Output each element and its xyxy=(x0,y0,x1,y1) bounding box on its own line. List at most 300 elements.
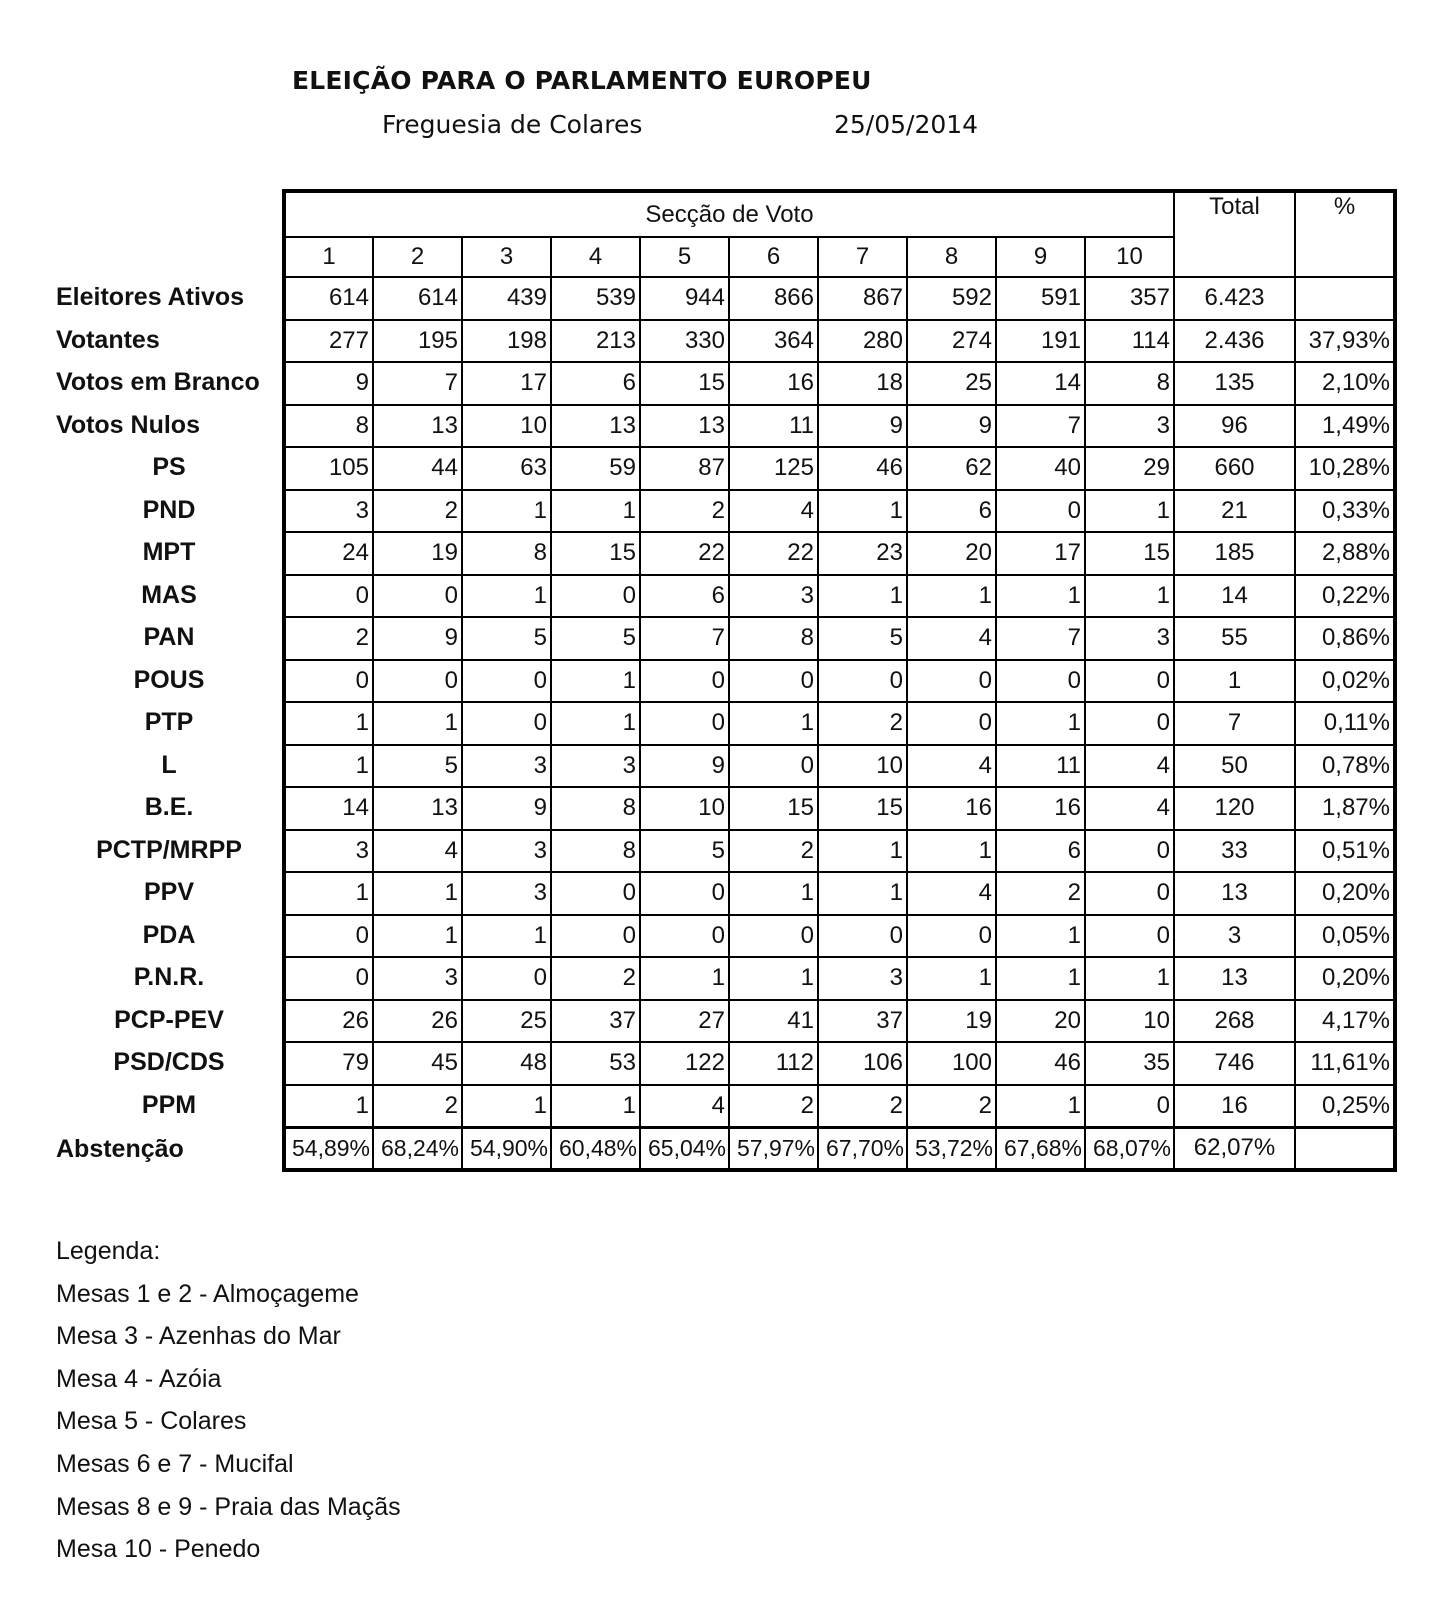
table-cell: 10 xyxy=(462,405,551,448)
row-label: PPM xyxy=(141,1090,197,1119)
table-cell: 105 xyxy=(284,447,373,490)
table-cell: 37 xyxy=(818,1000,907,1043)
table-cell: 2 xyxy=(373,1085,462,1128)
table-cell: 27 xyxy=(640,1000,729,1043)
table-cell: 63 xyxy=(462,447,551,490)
row-label: MAS xyxy=(141,580,197,609)
column-header-9: 9 xyxy=(996,237,1085,277)
table-cell: 195 xyxy=(373,320,462,363)
row-total: 120 xyxy=(1174,787,1295,830)
parish-name: Freguesia de Colares xyxy=(382,110,643,139)
table-cell: 35 xyxy=(1085,1042,1174,1085)
table-row xyxy=(284,787,1395,830)
table-cell: 13 xyxy=(373,405,462,448)
table-cell: 2 xyxy=(729,830,818,873)
table-cell: 0 xyxy=(1085,872,1174,915)
legend-item: Mesa 3 - Azenhas do Mar xyxy=(56,1322,341,1351)
table-cell: 15 xyxy=(1085,532,1174,575)
table-cell: 1 xyxy=(818,575,907,618)
abstention-label: Abstenção xyxy=(56,1135,184,1163)
table-row xyxy=(284,830,1395,873)
abstention-cell: 67,68% xyxy=(996,1127,1085,1170)
table-cell: 5 xyxy=(462,617,551,660)
row-label: PS xyxy=(152,453,186,481)
row-label: PAN xyxy=(143,623,195,651)
column-header-10: 10 xyxy=(1085,237,1174,277)
table-cell: 2 xyxy=(729,1085,818,1128)
table-cell: 1 xyxy=(462,490,551,533)
table-cell: 13 xyxy=(551,405,640,448)
row-percent: 0,11% xyxy=(1295,702,1395,745)
table-cell: 40 xyxy=(996,447,1085,490)
table-cell: 3 xyxy=(284,830,373,873)
row-total: 746 xyxy=(1174,1042,1295,1085)
table-cell: 213 xyxy=(551,320,640,363)
row-percent: 11,61% xyxy=(1295,1042,1395,1085)
table-cell: 1 xyxy=(729,702,818,745)
table-cell: 1 xyxy=(551,660,640,703)
table-cell: 866 xyxy=(729,277,818,320)
row-label: Votos em Branco xyxy=(56,368,260,396)
table-cell: 592 xyxy=(907,277,996,320)
table-cell: 8 xyxy=(551,830,640,873)
table-cell: 0 xyxy=(640,702,729,745)
table-cell: 7 xyxy=(640,617,729,660)
table-cell: 41 xyxy=(729,1000,818,1043)
table-cell: 9 xyxy=(373,617,462,660)
row-total: 3 xyxy=(1174,915,1295,958)
table-cell: 0 xyxy=(462,702,551,745)
table-cell: 0 xyxy=(996,490,1085,533)
row-total: 13 xyxy=(1174,872,1295,915)
table-cell: 2 xyxy=(818,1085,907,1128)
table-cell: 4 xyxy=(1085,745,1174,788)
table-cell: 122 xyxy=(640,1042,729,1085)
row-total: 33 xyxy=(1174,830,1295,873)
column-header-1: 1 xyxy=(284,237,373,277)
table-cell: 1 xyxy=(373,872,462,915)
table-cell: 7 xyxy=(996,617,1085,660)
table-row xyxy=(284,872,1395,915)
row-total: 13 xyxy=(1174,957,1295,1000)
table-cell: 7 xyxy=(373,362,462,405)
table-cell: 8 xyxy=(551,787,640,830)
table-cell: 2 xyxy=(551,957,640,1000)
table-cell: 0 xyxy=(373,575,462,618)
legend-item: Mesa 10 - Penedo xyxy=(56,1535,261,1564)
column-header-6: 6 xyxy=(729,237,818,277)
table-cell: 9 xyxy=(284,362,373,405)
table-cell: 1 xyxy=(907,957,996,1000)
table-cell: 0 xyxy=(729,745,818,788)
row-label: Votantes xyxy=(56,325,160,354)
table-cell: 45 xyxy=(373,1042,462,1085)
table-cell: 19 xyxy=(907,1000,996,1043)
row-percent: 0,33% xyxy=(1295,490,1395,533)
table-cell: 1 xyxy=(284,1085,373,1128)
table-cell: 125 xyxy=(729,447,818,490)
table-cell: 1 xyxy=(373,702,462,745)
row-percent: 37,93% xyxy=(1295,320,1395,363)
table-cell: 8 xyxy=(1085,362,1174,405)
row-percent: 1,87% xyxy=(1295,787,1395,830)
abstention-cell: 54,90% xyxy=(462,1127,551,1170)
row-percent: 0,20% xyxy=(1295,872,1395,915)
row-total: 7 xyxy=(1174,702,1295,745)
table-cell: 7 xyxy=(996,405,1085,448)
table-cell: 1 xyxy=(907,830,996,873)
table-cell: 22 xyxy=(729,532,818,575)
table-cell: 15 xyxy=(551,532,640,575)
table-cell: 5 xyxy=(373,745,462,788)
column-header-4: 4 xyxy=(551,237,640,277)
table-cell: 3 xyxy=(818,957,907,1000)
row-percent: 4,17% xyxy=(1295,1000,1395,1043)
abstention-row xyxy=(284,1127,1395,1170)
table-row xyxy=(284,745,1395,788)
table-cell: 2 xyxy=(640,490,729,533)
table-cell: 3 xyxy=(462,745,551,788)
table-cell: 1 xyxy=(996,575,1085,618)
percent-header: % xyxy=(1295,191,1395,277)
row-total: 185 xyxy=(1174,532,1295,575)
row-label: L xyxy=(161,750,177,779)
row-percent: 0,20% xyxy=(1295,957,1395,1000)
table-cell: 0 xyxy=(462,660,551,703)
table-cell: 614 xyxy=(284,277,373,320)
table-cell: 1 xyxy=(284,745,373,788)
table-cell: 4 xyxy=(1085,787,1174,830)
row-percent: 0,25% xyxy=(1295,1085,1395,1128)
table-row xyxy=(284,1085,1395,1128)
table-cell: 539 xyxy=(551,277,640,320)
table-cell: 62 xyxy=(907,447,996,490)
table-cell: 1 xyxy=(907,575,996,618)
row-percent: 0,86% xyxy=(1295,617,1395,660)
table-cell: 79 xyxy=(284,1042,373,1085)
row-total: 14 xyxy=(1174,575,1295,618)
table-cell: 1 xyxy=(462,1085,551,1128)
table-row xyxy=(284,1042,1395,1085)
table-row xyxy=(284,1000,1395,1043)
table-cell: 1 xyxy=(551,490,640,533)
table-cell: 17 xyxy=(462,362,551,405)
table-cell: 87 xyxy=(640,447,729,490)
table-cell: 112 xyxy=(729,1042,818,1085)
table-cell: 8 xyxy=(284,405,373,448)
table-cell: 1 xyxy=(284,872,373,915)
table-cell: 591 xyxy=(996,277,1085,320)
table-cell: 0 xyxy=(818,915,907,958)
row-total: 16 xyxy=(1174,1085,1295,1128)
table-cell: 0 xyxy=(284,957,373,1000)
election-date: 25/05/2014 xyxy=(834,110,979,139)
table-row xyxy=(284,575,1395,618)
table-cell: 364 xyxy=(729,320,818,363)
table-cell: 22 xyxy=(640,532,729,575)
table-cell: 0 xyxy=(640,872,729,915)
legend-item: Mesas 6 e 7 - Mucifal xyxy=(56,1449,294,1478)
table-cell: 15 xyxy=(640,362,729,405)
table-cell: 46 xyxy=(818,447,907,490)
abstention-cell: 53,72% xyxy=(907,1127,996,1170)
row-label: P.N.R. xyxy=(133,963,205,991)
table-cell: 114 xyxy=(1085,320,1174,363)
abstention-cell: 65,04% xyxy=(640,1127,729,1170)
table-cell: 20 xyxy=(996,1000,1085,1043)
table-cell: 14 xyxy=(284,787,373,830)
table-cell: 0 xyxy=(462,957,551,1000)
table-cell: 100 xyxy=(907,1042,996,1085)
row-total: 21 xyxy=(1174,490,1295,533)
table-cell: 26 xyxy=(284,1000,373,1043)
table-cell: 0 xyxy=(1085,1085,1174,1128)
table-cell: 1 xyxy=(818,872,907,915)
row-total: 135 xyxy=(1174,362,1295,405)
table-cell: 8 xyxy=(462,532,551,575)
abstention-cell: 60,48% xyxy=(551,1127,640,1170)
table-cell: 53 xyxy=(551,1042,640,1085)
table-cell: 330 xyxy=(640,320,729,363)
table-cell: 10 xyxy=(1085,1000,1174,1043)
row-label: POUS xyxy=(133,665,205,694)
table-cell: 0 xyxy=(1085,830,1174,873)
column-header-2: 2 xyxy=(373,237,462,277)
table-cell: 0 xyxy=(551,915,640,958)
table-cell: 274 xyxy=(907,320,996,363)
table-cell: 48 xyxy=(462,1042,551,1085)
table-cell: 0 xyxy=(1085,660,1174,703)
table-cell: 15 xyxy=(818,787,907,830)
table-cell: 3 xyxy=(1085,617,1174,660)
total-header: Total xyxy=(1174,191,1295,277)
row-percent: 10,28% xyxy=(1295,447,1395,490)
table-cell: 6 xyxy=(907,490,996,533)
table-cell: 1 xyxy=(818,830,907,873)
table-cell: 1 xyxy=(640,957,729,1000)
table-cell: 17 xyxy=(996,532,1085,575)
table-cell: 2 xyxy=(818,702,907,745)
table-cell: 9 xyxy=(907,405,996,448)
results-table xyxy=(282,189,1397,1172)
table-cell: 5 xyxy=(551,617,640,660)
table-cell: 59 xyxy=(551,447,640,490)
column-header-5: 5 xyxy=(640,237,729,277)
table-cell: 29 xyxy=(1085,447,1174,490)
table-cell: 1 xyxy=(551,1085,640,1128)
table-cell: 44 xyxy=(373,447,462,490)
table-cell: 20 xyxy=(907,532,996,575)
abstention-percent xyxy=(1295,1127,1395,1170)
table-cell: 614 xyxy=(373,277,462,320)
table-cell: 26 xyxy=(373,1000,462,1043)
column-header-8: 8 xyxy=(907,237,996,277)
table-cell: 10 xyxy=(818,745,907,788)
abstention-cell: 67,70% xyxy=(818,1127,907,1170)
table-cell: 37 xyxy=(551,1000,640,1043)
table-row xyxy=(284,660,1395,703)
table-cell: 357 xyxy=(1085,277,1174,320)
table-cell: 2 xyxy=(284,617,373,660)
table-cell: 0 xyxy=(729,660,818,703)
table-cell: 6 xyxy=(551,362,640,405)
table-row xyxy=(284,490,1395,533)
table-cell: 1 xyxy=(996,1085,1085,1128)
table-cell: 25 xyxy=(462,1000,551,1043)
table-cell: 0 xyxy=(1085,915,1174,958)
table-cell: 0 xyxy=(373,660,462,703)
results-body xyxy=(284,277,1395,1170)
table-cell: 5 xyxy=(640,830,729,873)
row-label: Votos Nulos xyxy=(56,410,200,439)
column-header-3: 3 xyxy=(462,237,551,277)
table-cell: 0 xyxy=(640,660,729,703)
table-cell: 106 xyxy=(818,1042,907,1085)
row-total: 6.423 xyxy=(1174,277,1295,320)
table-cell: 14 xyxy=(996,362,1085,405)
table-cell: 3 xyxy=(284,490,373,533)
table-cell: 13 xyxy=(640,405,729,448)
table-cell: 0 xyxy=(284,915,373,958)
table-cell: 4 xyxy=(907,745,996,788)
row-percent: 0,05% xyxy=(1295,915,1395,958)
table-cell: 3 xyxy=(462,830,551,873)
table-cell: 1 xyxy=(1085,575,1174,618)
table-cell: 0 xyxy=(996,660,1085,703)
table-cell: 3 xyxy=(462,872,551,915)
row-percent xyxy=(1295,277,1395,320)
table-cell: 1 xyxy=(551,702,640,745)
table-cell: 191 xyxy=(996,320,1085,363)
table-row xyxy=(284,532,1395,575)
row-percent: 2,88% xyxy=(1295,532,1395,575)
abstention-cell: 57,97% xyxy=(729,1127,818,1170)
table-cell: 277 xyxy=(284,320,373,363)
row-label: MPT xyxy=(142,538,196,566)
table-cell: 1 xyxy=(284,702,373,745)
column-header-7: 7 xyxy=(818,237,907,277)
table-cell: 0 xyxy=(284,660,373,703)
table-cell: 0 xyxy=(551,872,640,915)
table-cell: 4 xyxy=(373,830,462,873)
legend-item: Mesa 4 - Azóia xyxy=(56,1364,222,1393)
table-cell: 6 xyxy=(640,575,729,618)
row-total: 96 xyxy=(1174,405,1295,448)
table-cell: 46 xyxy=(996,1042,1085,1085)
table-cell: 3 xyxy=(729,575,818,618)
table-cell: 24 xyxy=(284,532,373,575)
table-cell: 6 xyxy=(996,830,1085,873)
table-cell: 1 xyxy=(729,957,818,1000)
table-cell: 2 xyxy=(907,1085,996,1128)
table-cell: 8 xyxy=(729,617,818,660)
table-cell: 15 xyxy=(729,787,818,830)
table-cell: 1 xyxy=(462,915,551,958)
table-cell: 10 xyxy=(640,787,729,830)
table-cell: 0 xyxy=(907,702,996,745)
row-percent: 0,22% xyxy=(1295,575,1395,618)
table-cell: 0 xyxy=(729,915,818,958)
row-label: Eleitores Ativos xyxy=(56,283,245,311)
table-cell: 3 xyxy=(373,957,462,1000)
table-cell: 11 xyxy=(729,405,818,448)
table-cell: 1 xyxy=(1085,490,1174,533)
table-cell: 9 xyxy=(818,405,907,448)
table-cell: 4 xyxy=(907,617,996,660)
table-cell: 2 xyxy=(996,872,1085,915)
row-label: PND xyxy=(142,495,196,524)
table-cell: 5 xyxy=(818,617,907,660)
table-cell: 280 xyxy=(818,320,907,363)
table-row xyxy=(284,617,1395,660)
table-cell: 1 xyxy=(729,872,818,915)
row-percent: 2,10% xyxy=(1295,362,1395,405)
legend-item: Mesa 5 - Colares xyxy=(56,1407,247,1436)
table-cell: 4 xyxy=(640,1085,729,1128)
row-total: 55 xyxy=(1174,617,1295,660)
table-cell: 3 xyxy=(1085,405,1174,448)
legend-title: Legenda: xyxy=(56,1237,161,1265)
row-total: 2.436 xyxy=(1174,320,1295,363)
table-cell: 9 xyxy=(462,787,551,830)
table-cell: 0 xyxy=(551,575,640,618)
row-total: 268 xyxy=(1174,1000,1295,1043)
table-cell: 0 xyxy=(907,915,996,958)
row-percent: 0,51% xyxy=(1295,830,1395,873)
row-total: 50 xyxy=(1174,745,1295,788)
table-cell: 1 xyxy=(818,490,907,533)
table-cell: 16 xyxy=(729,362,818,405)
table-row xyxy=(284,362,1395,405)
table-cell: 0 xyxy=(818,660,907,703)
table-cell: 0 xyxy=(907,660,996,703)
table-row xyxy=(284,915,1395,958)
abstention-cell: 68,24% xyxy=(373,1127,462,1170)
table-cell: 1 xyxy=(996,915,1085,958)
row-percent: 0,78% xyxy=(1295,745,1395,788)
table-row xyxy=(284,702,1395,745)
row-label: PDA xyxy=(142,920,196,949)
table-cell: 2 xyxy=(373,490,462,533)
table-cell: 944 xyxy=(640,277,729,320)
table-cell: 0 xyxy=(1085,702,1174,745)
table-cell: 1 xyxy=(996,702,1085,745)
table-cell: 4 xyxy=(907,872,996,915)
document-title: ELEIÇÃO PARA O PARLAMENTO EUROPEU xyxy=(292,66,872,95)
row-label: PCTP/MRPP xyxy=(96,835,242,864)
table-cell: 23 xyxy=(818,532,907,575)
row-label: PSD/CDS xyxy=(113,1048,225,1076)
table-cell: 4 xyxy=(729,490,818,533)
table-cell: 11 xyxy=(996,745,1085,788)
table-cell: 1 xyxy=(1085,957,1174,1000)
abstention-cell: 68,07% xyxy=(1085,1127,1174,1170)
row-total: 1 xyxy=(1174,660,1295,703)
table-row xyxy=(284,447,1395,490)
row-label: B.E. xyxy=(144,793,194,821)
table-cell: 1 xyxy=(373,915,462,958)
row-percent: 1,49% xyxy=(1295,405,1395,448)
legend-item: Mesas 1 e 2 - Almoçageme xyxy=(56,1279,359,1308)
table-cell: 16 xyxy=(996,787,1085,830)
section-header: Secção de Voto xyxy=(284,191,1174,237)
table-cell: 16 xyxy=(907,787,996,830)
legend-items xyxy=(56,1273,401,1564)
table-cell: 3 xyxy=(551,745,640,788)
abstention-total: 62,07% xyxy=(1174,1127,1295,1170)
table-cell: 9 xyxy=(640,745,729,788)
table-cell: 867 xyxy=(818,277,907,320)
